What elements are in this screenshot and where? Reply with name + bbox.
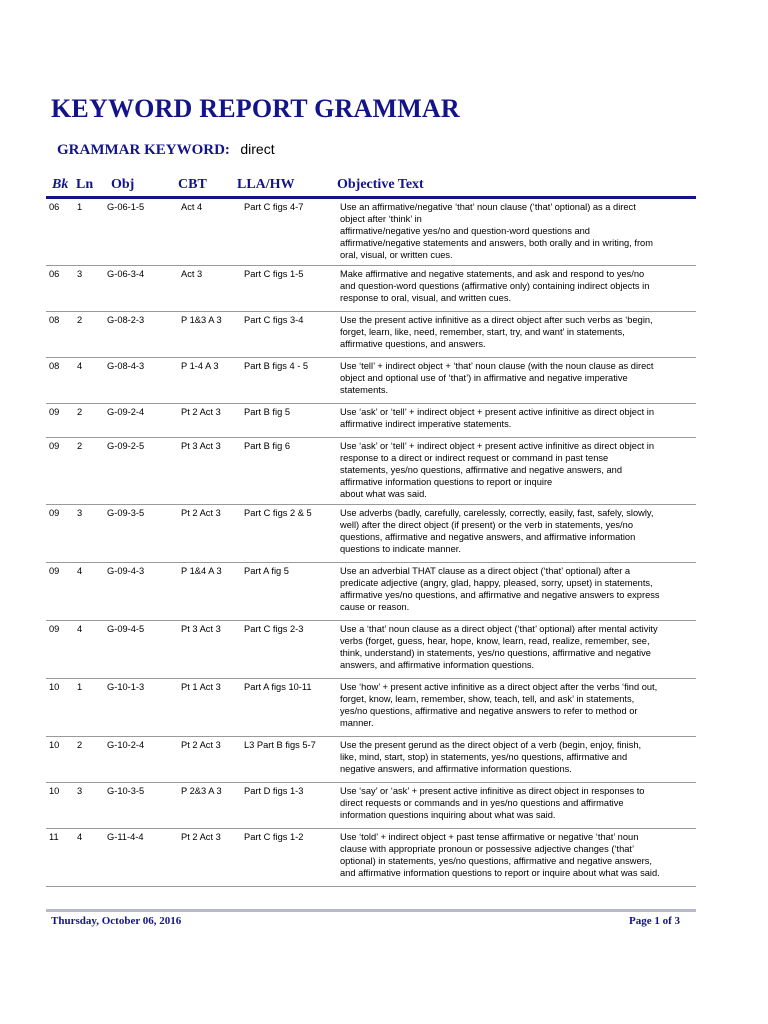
objective-text-line: Use ‘tell’ + indirect object + ‘that’ noun clause (with the noun clause as direct (340, 361, 654, 371)
objective-text-line: Use ‘how’ + present active infinitive as a direct object after the verbs ‘find out, (340, 682, 658, 692)
cell-objective-text (340, 438, 690, 500)
objective-text-line: negative answers, and affirmative information questions. (340, 764, 572, 774)
cell-cbt: Pt 2 Act 3 (181, 407, 221, 417)
cell-ln: 1 (77, 202, 83, 212)
objective-text-line: statements. (340, 385, 389, 395)
cell-bk: 11 (49, 832, 59, 842)
cell-cbt: Pt 1 Act 3 (181, 682, 221, 692)
cell-objective-text (340, 266, 690, 304)
table-row (46, 621, 696, 679)
cell-lla-hw: Part B figs 4 - 5 (244, 361, 309, 371)
cell-objective-text (340, 737, 690, 775)
cell-lla-hw: Part B fig 5 (244, 407, 290, 417)
table-row (46, 505, 696, 563)
objective-text-line: forget, know, learn, remember, show, teach, tell, and ask’ in statements, (340, 694, 635, 704)
objective-text-line: Use ‘say’ or ‘ask’ + present active infinitive as direct object in responses to (340, 786, 645, 796)
objective-text-line: response to oral, visual, and written cues. (340, 293, 512, 303)
cell-cbt: Pt 2 Act 3 (181, 832, 221, 842)
column-header-cbt: CBT (178, 177, 207, 192)
cell-bk: 10 (49, 682, 60, 692)
objective-text-line: direct requests or commands and in yes/no questions and affirmative (340, 798, 624, 808)
cell-bk: 08 (49, 315, 60, 325)
cell-obj: G-09-2-5 (107, 441, 145, 451)
table-row (46, 358, 696, 404)
cell-bk: 09 (49, 566, 60, 576)
cell-obj: G-06-1-5 (107, 202, 145, 212)
report-title: KEYWORD REPORT GRAMMAR (51, 94, 460, 123)
cell-bk: 09 (49, 441, 60, 451)
cell-objective-text (340, 505, 690, 555)
objective-text-line: cause or reason. (340, 602, 410, 612)
cell-obj: G-09-4-3 (107, 566, 145, 576)
objective-text-line: think, understand) in statements, yes/no questions, affirmative and negative (340, 648, 651, 658)
cell-lla-hw: Part C figs 4-7 (244, 202, 304, 212)
objective-text-line: clause with appropriate pronoun or possessive adjective changes (‘that’ (340, 844, 635, 854)
table-row (46, 266, 696, 312)
cell-bk: 09 (49, 624, 60, 634)
column-header-ln: Ln (76, 177, 94, 192)
table-row (46, 783, 696, 829)
cell-lla-hw: Part C figs 2 & 5 (244, 508, 312, 518)
objective-text-line: about what was said. (340, 489, 427, 499)
cell-obj: G-08-2-3 (107, 315, 145, 325)
cell-bk: 10 (49, 740, 60, 750)
cell-cbt: Pt 2 Act 3 (181, 508, 221, 518)
cell-cbt: P 2&3 A 3 (181, 786, 222, 796)
objective-text-line: object and optional use of ‘that’) in affirmative and negative imperative (340, 373, 628, 383)
table-row (46, 199, 696, 266)
objective-text-line: answers, and affirmative information questions. (340, 660, 535, 670)
objective-text-line: affirmative/negative yes/no and question-word questions and (340, 226, 590, 236)
objective-text-line: affirmative yes/no questions, and affirmative and negative answers to express (340, 590, 660, 600)
objective-text-line: manner. (340, 718, 374, 728)
objective-text-line: and affirmative information questions to report or inquire about what was said. (340, 868, 660, 878)
cell-obj: G-11-4-4 (107, 832, 144, 842)
cell-objective-text (340, 312, 690, 350)
objective-text-line: Make affirmative and negative statements, and ask and respond to yes/no (340, 269, 645, 279)
cell-obj: G-09-2-4 (107, 407, 145, 417)
table-row (46, 679, 696, 737)
objective-text-line: and question-word questions (affirmative only) containing indirect objects in (340, 281, 650, 291)
keyword-line (57, 141, 275, 159)
cell-bk: 06 (49, 202, 60, 212)
cell-lla-hw: Part B fig 6 (244, 441, 290, 451)
cell-obj: G-09-4-5 (107, 624, 145, 634)
objective-text-line: Use the present active infinitive as a direct object after such verbs as ‘begin, (340, 315, 653, 325)
cell-objective-text (340, 404, 690, 430)
objective-text-line: forget, learn, like, need, remember, start, try, and want’ in statements, (340, 327, 625, 337)
cell-bk: 10 (49, 786, 60, 796)
cell-cbt: Pt 3 Act 3 (181, 624, 221, 634)
objective-text-line: like, mind, start, stop) in statements, yes/no questions, affirmative and (340, 752, 628, 762)
column-header-bk: Bk (52, 177, 69, 192)
table-row (46, 829, 696, 887)
cell-ln: 2 (77, 740, 83, 750)
footer-date: Thursday, October 06, 2016 (51, 915, 182, 927)
objective-text-line: information questions inquiring about what was said. (340, 810, 556, 820)
cell-bk: 06 (49, 269, 60, 279)
objective-text-line: Use a ‘that’ noun clause as a direct object (‘that’ optional) after mental activity (340, 624, 658, 634)
objective-text-line: Use ‘told’ + indirect object + past tense affirmative or negative ‘that’ noun (340, 832, 639, 842)
cell-objective-text (340, 621, 690, 671)
cell-ln: 4 (77, 361, 83, 371)
cell-cbt: P 1&4 A 3 (181, 566, 222, 576)
cell-ln: 2 (77, 407, 83, 417)
keyword-value: direct (240, 141, 275, 157)
cell-ln: 4 (77, 566, 83, 576)
cell-objective-text (340, 358, 690, 396)
objective-text-line: Use the present gerund as the direct object of a verb (begin, enjoy, finish, (340, 740, 642, 750)
objective-text-line: predicate adjective (angry, glad, happy, pleased, sorry, upset) in statements, (340, 578, 653, 588)
cell-objective-text (340, 829, 690, 879)
objective-text-line: well) after the direct object (if present) or the verb in statements, yes/no (340, 520, 633, 530)
cell-obj: G-08-4-3 (107, 361, 145, 371)
objective-text-line: questions, affirmative and negative answers, and affirmative information (340, 532, 636, 542)
cell-obj: G-06-3-4 (107, 269, 145, 279)
objective-text-line: statements, yes/no questions, affirmative and negative answers, and (340, 465, 622, 475)
cell-obj: G-10-3-5 (107, 786, 145, 796)
cell-cbt: Pt 3 Act 3 (181, 441, 221, 451)
cell-ln: 1 (77, 682, 83, 692)
objective-text-line: object after ‘think’ in (340, 214, 422, 224)
cell-ln: 2 (77, 441, 83, 451)
objective-text-line: oral, visual, or written cues. (340, 250, 453, 260)
cell-lla-hw: Part C figs 2-3 (244, 624, 304, 634)
cell-lla-hw: Part C figs 1-5 (244, 269, 304, 279)
objective-text-line: optional) in statements, yes/no questions, affirmative and negative answers, (340, 856, 652, 866)
cell-ln: 3 (77, 786, 83, 796)
objective-text-line: Use ‘ask’ or ‘tell’ + indirect object + present active infinitive as direct object in (340, 407, 655, 417)
objective-text-line: affirmative/negative statements and answers, both orally and in writing, from (340, 238, 653, 248)
footer-rule (46, 909, 696, 912)
table-row (46, 312, 696, 358)
cell-obj: G-10-1-3 (107, 682, 145, 692)
cell-cbt: Act 3 (181, 269, 203, 279)
cell-cbt: Act 4 (181, 202, 203, 212)
cell-lla-hw: Part A fig 5 (244, 566, 289, 576)
cell-ln: 4 (77, 832, 83, 842)
column-header-lla-hw: LLA/HW (237, 177, 295, 192)
cell-ln: 3 (77, 508, 83, 518)
cell-obj: G-09-3-5 (107, 508, 145, 518)
cell-objective-text (340, 199, 690, 261)
cell-ln: 2 (77, 315, 83, 325)
cell-objective-text (340, 679, 690, 729)
objective-text-line: Use ‘ask’ or ‘tell’ + indirect object + present active infinitive as direct object in (340, 441, 655, 451)
objective-text-line: Use adverbs (badly, carefully, carelessly, correctly, easily, fast, safely, slowly, (340, 508, 654, 518)
table-row (46, 737, 696, 783)
cell-bk: 09 (49, 508, 60, 518)
objective-text-line: Use an affirmative/negative ‘that’ noun clause (‘that’ optional) as a direct (340, 202, 636, 212)
cell-lla-hw: Part D figs 1-3 (244, 786, 304, 796)
objective-text-line: response to a direct or indirect request or command in past tense (340, 453, 609, 463)
keyword-label: GRAMMAR KEYWORD: (57, 142, 230, 158)
objective-text-line: affirmative questions, and answers. (340, 339, 486, 349)
table-row (46, 404, 696, 438)
cell-lla-hw: Part C figs 3-4 (244, 315, 304, 325)
column-header-obj: Obj (111, 177, 135, 192)
objective-text-line: questions to indicate manner. (340, 544, 461, 554)
table-row (46, 563, 696, 621)
objective-text-line: verbs (forget, guess, hear, hope, know, learn, read, realize, remember, see, (340, 636, 650, 646)
cell-bk: 08 (49, 361, 60, 371)
footer-page-number: Page 1 of 3 (628, 915, 680, 927)
cell-ln: 3 (77, 269, 83, 279)
table-row (46, 438, 696, 505)
objective-text-line: yes/no questions, affirmative and negative answers to refer to method or (340, 706, 638, 716)
cell-cbt: Pt 2 Act 3 (181, 740, 221, 750)
cell-bk: 09 (49, 407, 60, 417)
cell-objective-text (340, 783, 690, 821)
objective-text-line: Use an adverbial THAT clause as a direct object (‘that’ optional) after a (340, 566, 631, 576)
cell-lla-hw: Part C figs 1-2 (244, 832, 304, 842)
cell-ln: 4 (77, 624, 83, 634)
objective-text-line: affirmative information questions to report or inquire (340, 477, 553, 487)
cell-cbt: P 1-4 A 3 (181, 361, 219, 371)
objective-text-line: affirmative indirect imperative statements. (340, 419, 512, 429)
cell-obj: G-10-2-4 (107, 740, 145, 750)
cell-lla-hw: Part A figs 10-11 (244, 682, 312, 692)
cell-cbt: P 1&3 A 3 (181, 315, 222, 325)
objectives-table (46, 199, 696, 887)
cell-lla-hw: L3 Part B figs 5-7 (244, 740, 316, 750)
column-header-objective-text: Objective Text (337, 177, 424, 192)
cell-objective-text (340, 563, 690, 613)
